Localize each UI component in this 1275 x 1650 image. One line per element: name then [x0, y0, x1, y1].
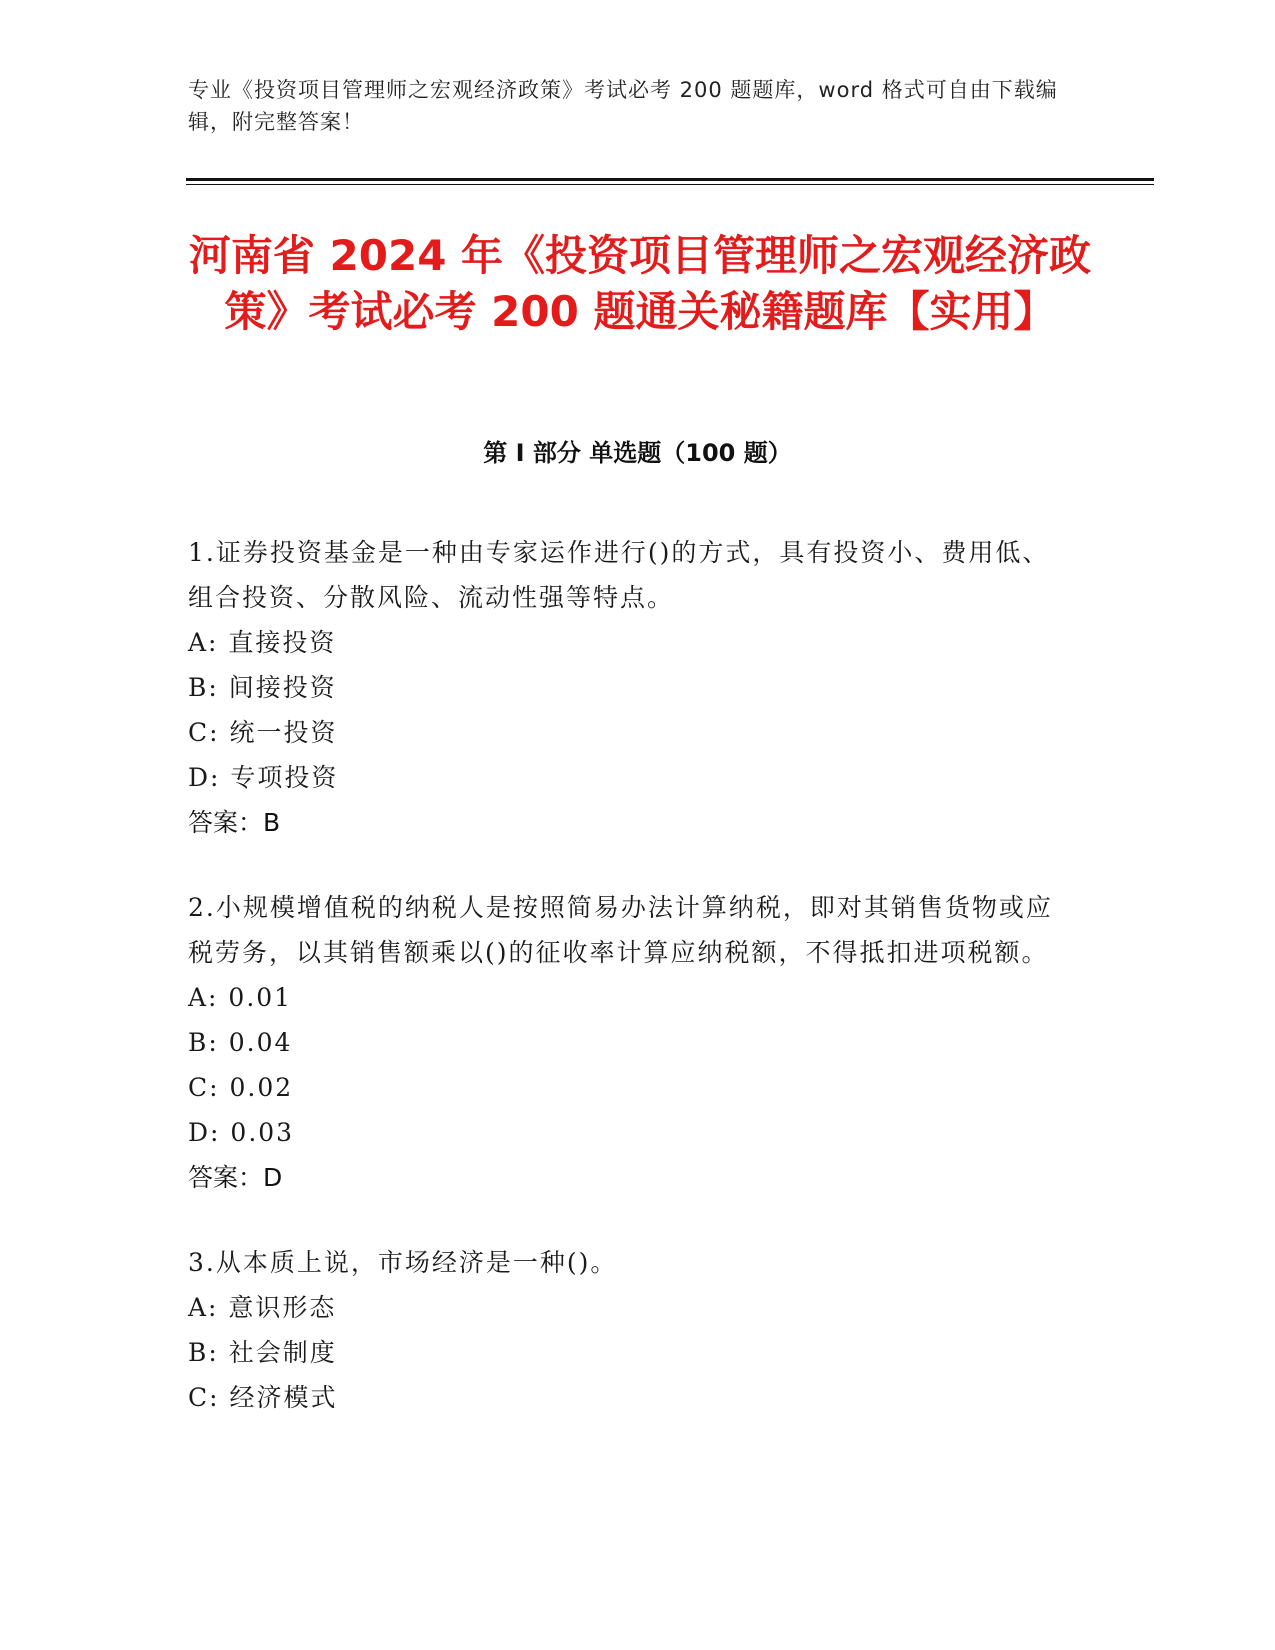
option-a: A: 直接投资 [188, 628, 337, 657]
question-list [188, 530, 1068, 1460]
option-b: B: 0.04 [188, 1028, 293, 1057]
option-c: C: 经济模式 [188, 1383, 338, 1412]
section-title: 第 I 部分 单选题（100 题） [483, 439, 792, 467]
option-a: A: 意识形态 [188, 1293, 337, 1322]
main-title: 河南省 2024 年《投资项目管理师之宏观经济政策》考试必考 200 题通关秘籍题库【实用】 [188, 231, 1092, 336]
option-d: D: 0.03 [188, 1118, 295, 1147]
option-a: A: 0.01 [188, 983, 293, 1012]
question-2 [188, 885, 1068, 1200]
header-rule-thick [186, 178, 1154, 181]
option-c: C: 统一投资 [188, 718, 338, 747]
option-b: B: 社会制度 [188, 1338, 337, 1367]
header-note: 专业《投资项目管理师之宏观经济政策》考试必考 200 题题库，word 格式可自由下载编辑，附完整答案！ [188, 78, 1058, 134]
question-3 [188, 1240, 1068, 1420]
option-d: D: 专项投资 [188, 763, 339, 792]
question-1 [188, 530, 1068, 845]
question-stem: 1.证券投资基金是一种由专家运作进行()的方式，具有投资小、费用低、组合投资、分散风险、流动性强等特点。 [188, 538, 1050, 612]
header-rule-thin [186, 184, 1154, 185]
answer: 答案：D [188, 1163, 283, 1192]
option-c: C: 0.02 [188, 1073, 294, 1102]
question-stem: 2.小规模增值税的纳税人是按照简易办法计算纳税，即对其销售货物或应税劳务，以其销售额乘以()的征收率计算应纳税额，不得抵扣进项税额。 [188, 893, 1053, 967]
question-stem: 3.从本质上说，市场经济是一种()。 [188, 1248, 618, 1277]
answer: 答案：B [188, 808, 281, 837]
option-b: B: 间接投资 [188, 673, 337, 702]
